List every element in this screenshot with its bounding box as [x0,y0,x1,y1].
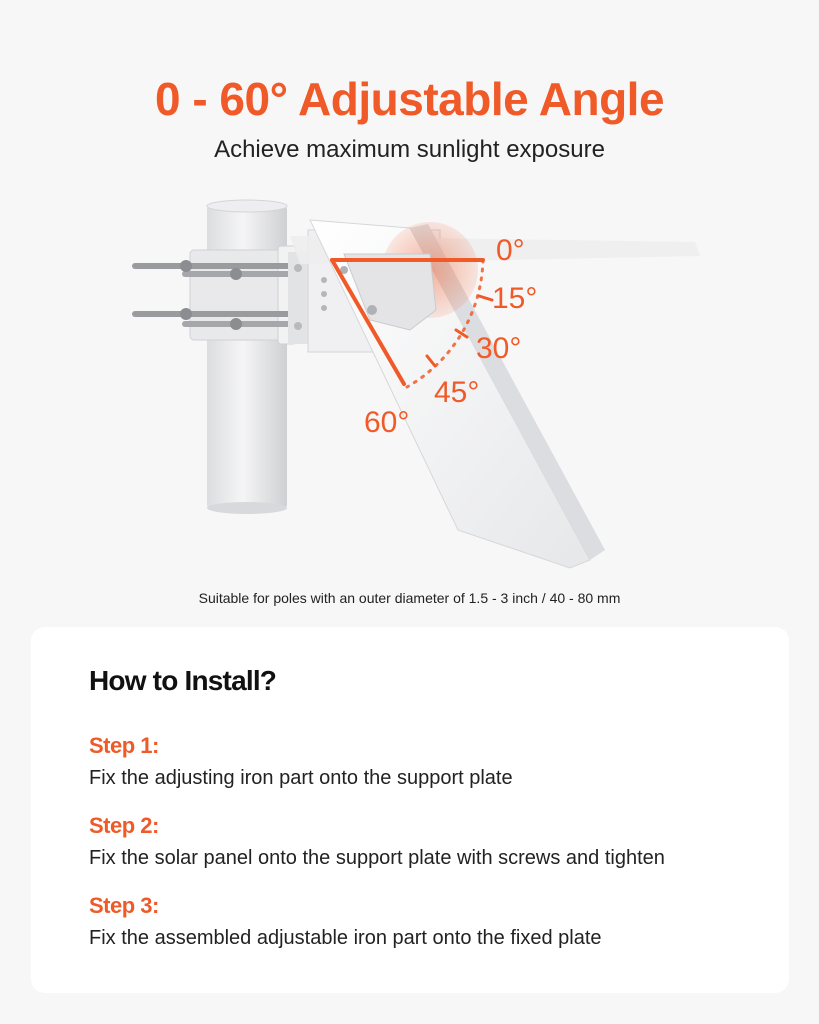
step-3-text: Fix the assembled adjustable iron part onto the fixed plate [89,927,602,949]
install-title: How to Install? [89,665,277,696]
angle-label-15: 15° [492,282,538,315]
clamp-bolts [132,246,308,344]
angle-label-45: 45° [434,376,480,409]
step-2-label: Step 2: [89,813,159,838]
step-3-label: Step 3: [89,893,159,918]
install-instructions-card [31,627,789,993]
pole-compatibility-caption: Suitable for poles with an outer diameter of 1.5 - 3 inch / 40 - 80 mm [198,590,621,606]
angle-label-0: 0° [496,234,525,267]
step-2-text: Fix the solar panel onto the support plate with screws and tighten [89,847,665,869]
page-title: 0 - 60° Adjustable Angle [154,73,665,125]
mount-bracket-illustration [110,190,730,590]
pole [207,200,287,514]
step-1-label: Step 1: [89,733,159,758]
page-subtitle: Achieve maximum sunlight exposure [214,136,605,163]
angle-label-60: 60° [364,406,410,439]
angle-label-30: 30° [476,332,522,365]
step-1-text: Fix the adjusting iron part onto the support plate [89,767,513,789]
